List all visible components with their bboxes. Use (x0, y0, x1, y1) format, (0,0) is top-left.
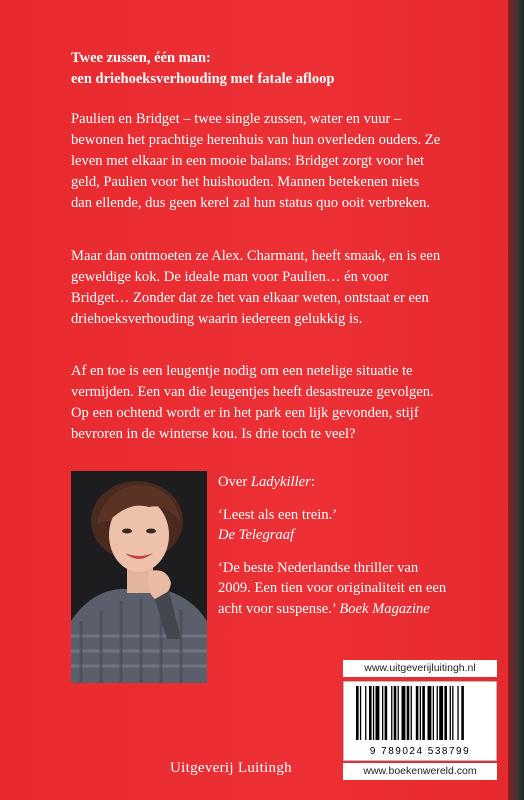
review-2-source: Boek Magazine (339, 600, 430, 617)
reviews-intro-title: Ladykiller (250, 474, 311, 490)
book-edge (508, 0, 524, 800)
reviews-intro-suffix: : (310, 474, 315, 490)
review-2-quote: ‘De beste Nederlandse thriller van 2009. Een tien voor originaliteit en een acht voor suspense.’ (218, 559, 447, 617)
reviews-block (218, 472, 448, 631)
author-portrait-illustration (71, 471, 207, 683)
barcode (343, 681, 497, 761)
review-1-quote: ‘Leest als een trein.’ (218, 506, 338, 523)
tagline-line-1: Twee zussen, één man: (71, 50, 211, 66)
blurb-paragraph-3: Af en toe is een leugentje nodig om een netelige situatie te vermijden. Een van die leugentjes heeft desastreuze gevolgen. Op een ochtend wordt er in het park een lijk gevonden, stijf bevroren in de winterse kou. Is drie toch te veel? (71, 363, 434, 442)
tagline-line-2: een driehoeksverhouding met fatale afloop (71, 71, 335, 87)
barcode-bars (344, 686, 496, 752)
tagline (71, 48, 471, 90)
barcode-number: 9 789024 538799 (369, 746, 471, 757)
author-photo (71, 471, 207, 683)
review-2 (218, 558, 448, 620)
publisher-url-label: www.uitgeverijluitingh.nl (343, 660, 497, 677)
review-1 (218, 505, 448, 546)
blurb-paragraph-1: Paulien en Bridget – twee single zussen, water en vuur – bewonen het prachtige herenhuis van hun overleden ouders. Ze leven met elkaar in een mooie balans: Bridget zorgt voor het geld, Paulien voor het huishouden. Mannen betekenen niets dan ellende, dus geen kerel zal hun status quo ooit verbreken. (71, 111, 441, 211)
publisher-name: Uitgeverij Luitingh (170, 760, 292, 776)
reviews-intro (218, 472, 448, 493)
reviews-intro-prefix: Over (218, 474, 251, 490)
bookstore-url-label: www.boekenwereld.com (343, 763, 497, 780)
review-1-source: De Telegraaf (218, 527, 295, 543)
blurb-paragraph-2: Maar dan ontmoeten ze Alex. Charmant, heeft smaak, en is een geweldige kok. De ideale man voor Paulien… én voor Bridget… Zonder dat ze het van elkaar weten, ontstaat er een driehoeksverhouding waarin iedereen gelukkig is. (71, 248, 441, 327)
